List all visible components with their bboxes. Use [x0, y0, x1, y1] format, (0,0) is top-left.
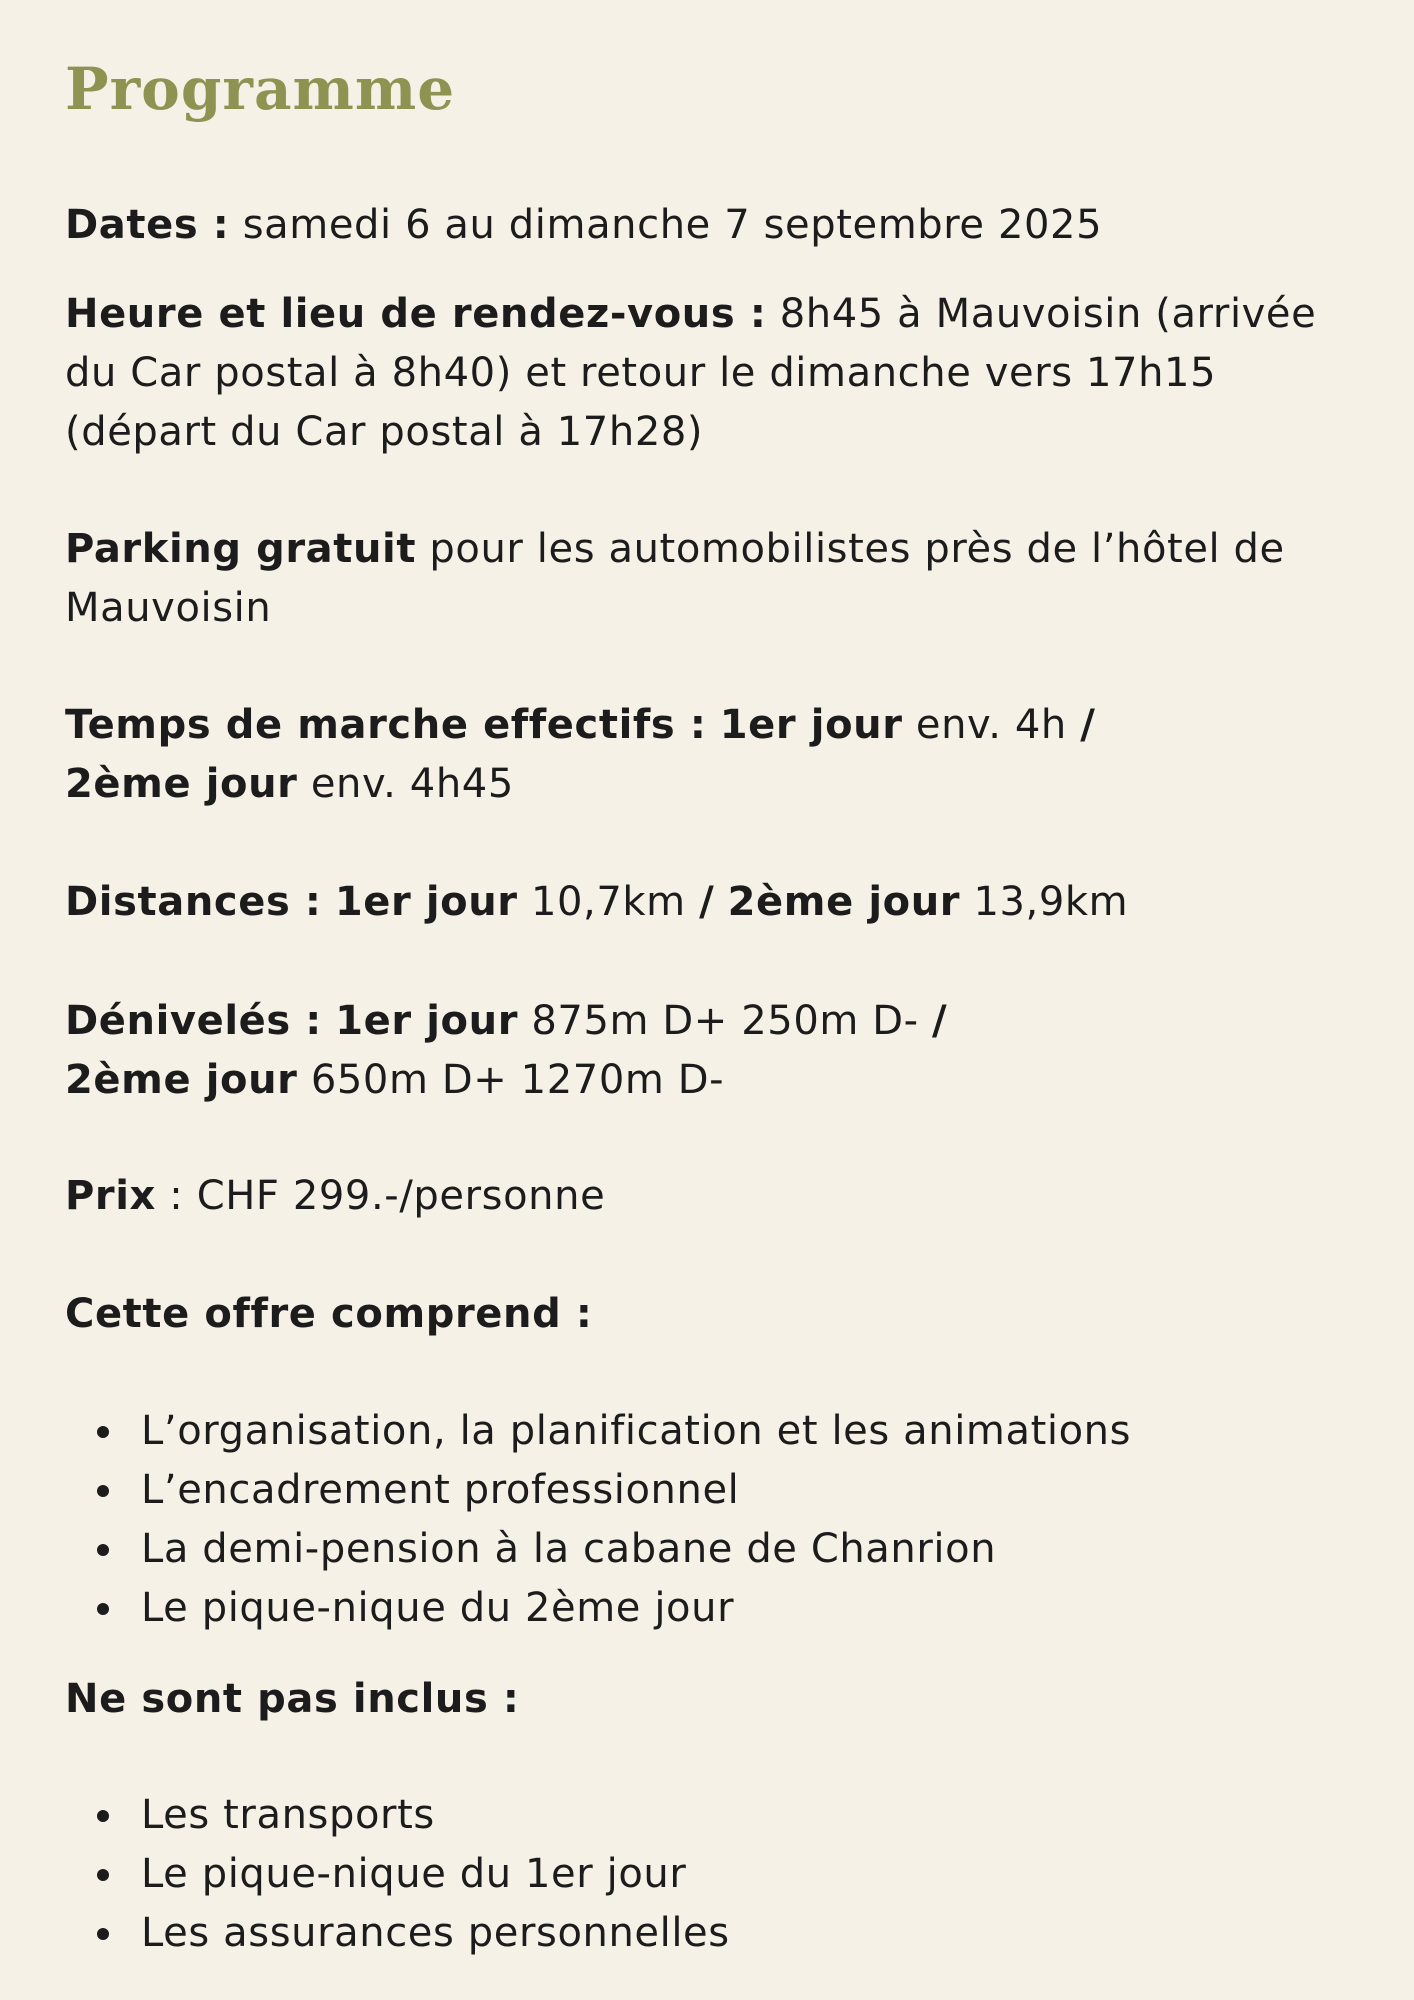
- inclus-heading-text: Cette offre comprend :: [65, 1291, 593, 1337]
- marche-line-1: [65, 696, 1095, 755]
- bullet-icon: [97, 1544, 109, 1556]
- distances-line: [65, 873, 1128, 932]
- bullet-icon: [97, 1426, 109, 1438]
- marche-day1-label: 1er jour: [719, 702, 903, 748]
- list-item-text: L’organisation, la planification et les animations: [141, 1408, 1132, 1454]
- list-item: [65, 1402, 1131, 1461]
- bullet-icon: [97, 1810, 109, 1822]
- parking-line-2: Mauvoisin: [65, 585, 272, 631]
- denivele-line-1: [65, 992, 947, 1051]
- prix-colon: :: [169, 1173, 184, 1219]
- denivele-day1-value: 875m D+ 250m D-: [531, 998, 919, 1044]
- marche-day2-label: 2ème jour: [65, 761, 298, 807]
- bullet-icon: [97, 1603, 109, 1615]
- rendezvous-block: [65, 285, 1316, 462]
- list-item-text: Les transports: [141, 1792, 435, 1838]
- exclus-list: [65, 1786, 730, 1963]
- parking-line-1: [65, 520, 1285, 579]
- distances-day2-value: 13,9km: [973, 879, 1129, 925]
- parking-value-1: pour les automobilistes près de l’hôtel de: [429, 526, 1285, 572]
- marche-day2-value: env. 4h45: [310, 761, 514, 807]
- rendezvous-line-2: du Car postal à 8h40) et retour le dimanche vers 17h15: [65, 350, 1217, 396]
- dates-line: [65, 196, 1102, 255]
- distances-separator: /: [699, 879, 715, 925]
- list-item: [65, 1904, 730, 1963]
- inclus-list: [65, 1402, 1131, 1638]
- dates-label: Dates :: [65, 202, 230, 248]
- bullet-icon: [97, 1928, 109, 1940]
- rendezvous-label: Heure et lieu de rendez-vous :: [65, 291, 767, 337]
- list-item-text: La demi-pension à la cabane de Chanrion: [141, 1526, 997, 1572]
- distances-day2-label: 2ème jour: [727, 879, 961, 925]
- denivele-day2-value: 650m D+ 1270m D-: [310, 1057, 725, 1103]
- rendezvous-line-3: (départ du Car postal à 17h28): [65, 409, 704, 455]
- denivele-day1-label: 1er jour: [335, 998, 519, 1044]
- dates-value: samedi 6 au dimanche 7 septembre 2025: [242, 202, 1103, 248]
- denivele-block: [65, 992, 947, 1110]
- page-title: Programme: [65, 55, 456, 123]
- list-item: [65, 1845, 730, 1904]
- parking-label: Parking gratuit: [65, 526, 417, 572]
- denivele-day2-label: 2ème jour: [65, 1057, 298, 1103]
- denivele-separator: /: [932, 998, 948, 1044]
- marche-label: Temps de marche effectifs :: [65, 702, 707, 748]
- distances-day1-value: 10,7km: [530, 879, 686, 925]
- marche-separator: /: [1080, 702, 1096, 748]
- prix-label: Prix: [65, 1173, 156, 1219]
- marche-day1-value: env. 4h: [915, 702, 1067, 748]
- list-item: [65, 1579, 1131, 1638]
- list-item-text: Le pique-nique du 1er jour: [141, 1851, 687, 1897]
- denivele-line-2: [65, 1051, 947, 1110]
- list-item: [65, 1786, 730, 1845]
- exclus-heading: [65, 1670, 520, 1729]
- parking-block: [65, 520, 1285, 638]
- distances-label: Distances :: [65, 879, 322, 925]
- denivele-label: Dénivelés :: [65, 998, 322, 1044]
- marche-line-2: [65, 755, 1095, 814]
- list-item-text: L’encadrement professionnel: [141, 1467, 740, 1513]
- bullet-icon: [97, 1485, 109, 1497]
- marche-block: [65, 696, 1095, 814]
- prix-line: [65, 1167, 605, 1226]
- bullet-icon: [97, 1869, 109, 1881]
- list-item: [65, 1461, 1131, 1520]
- distances-day1-label: 1er jour: [334, 879, 518, 925]
- rendezvous-line-1: [65, 285, 1316, 344]
- list-item-text: Le pique-nique du 2ème jour: [141, 1585, 735, 1631]
- list-item: [65, 1520, 1131, 1579]
- exclus-heading-text: Ne sont pas inclus :: [65, 1676, 520, 1722]
- prix-value: CHF 299.-/personne: [196, 1173, 606, 1219]
- list-item-text: Les assurances personnelles: [141, 1910, 730, 1956]
- inclus-heading: [65, 1285, 592, 1344]
- rendezvous-value-1: 8h45 à Mauvoisin (arrivée: [779, 291, 1317, 337]
